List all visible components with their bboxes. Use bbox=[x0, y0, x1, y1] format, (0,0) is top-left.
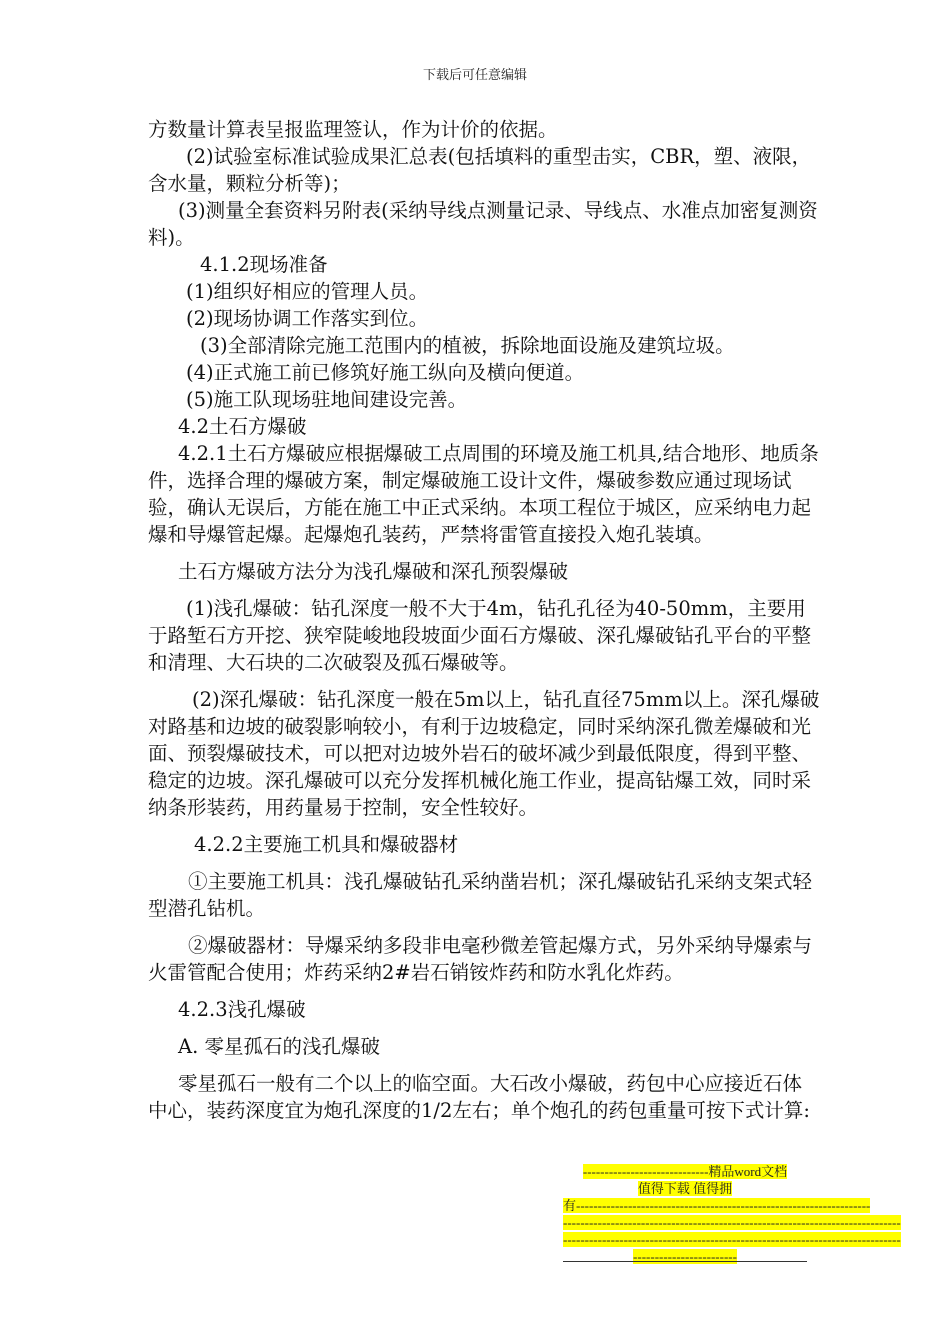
paragraph: 土石方爆破方法分为浅孔爆破和深孔预裂爆破 bbox=[178, 560, 569, 583]
paragraph: (2)试验室标准试验成果汇总表(包括填料的重型击实，CBR，塑、液限，含水量，颗粒分析等)； bbox=[148, 145, 812, 195]
paragraph: A. 零星孤石的浅孔爆破 bbox=[178, 1035, 380, 1058]
note-line-5: ------------------------------------------------------------------------------ bbox=[563, 1232, 901, 1247]
paragraph: 4.1.2现场准备 bbox=[200, 253, 328, 276]
paragraph: ①主要施工机具：浅孔爆破钻孔采纳凿岩机；深孔爆破钻孔采纳支架式轻型潜孔钻机。 bbox=[148, 870, 813, 920]
paragraph: (3)测量全套资料另附表(采纳导线点测量记录、导线点、水准点加密复测资料)。 bbox=[148, 199, 818, 249]
paragraph: 4.2.3浅孔爆破 bbox=[178, 998, 306, 1021]
document-body bbox=[148, 116, 820, 1124]
paragraph: 零星孤石一般有二个以上的临空面。大石改小爆破，药包中心应接近石体中心，装药深度宜为炮孔深度的1/2左右；单个炮孔的药包重量可按下式计算: bbox=[148, 1072, 810, 1122]
footer-rule bbox=[563, 1261, 807, 1262]
paragraph: 4.2土石方爆破 bbox=[178, 415, 307, 438]
paragraph: (4)正式施工前已修筑好施工纵向及横向便道。 bbox=[186, 361, 585, 384]
note-line-6: ------------------------ bbox=[633, 1249, 737, 1264]
paragraph: (1)浅孔爆破：钻孔深度一般不大于4m，钻孔孔径为40-50mm，主要用于路堑石方开挖、狭窄陡峻地段坡面少面石方爆破、深孔爆破钻孔平台的平整和清理、大石块的二次破裂及孤石爆破等。 bbox=[148, 597, 812, 674]
paragraph: (5)施工队现场驻地间建设完善。 bbox=[186, 388, 468, 411]
paragraph: 4.2.1土石方爆破应根据爆破工点周围的环境及施工机具,结合地形、地质条件，选择合理的爆破方案，制定爆破施工设计文件，爆破参数应通过现场试验，确认无误后，方能在施工中正式采纳。本项工程位于城区，应采纳电力起爆和导爆管起爆。起爆炮孔装药，严禁将雷管直接投入炮孔装填。 bbox=[148, 442, 819, 546]
note-line-4: ------------------------------------------------------------------------------ bbox=[563, 1215, 901, 1230]
paragraph: 4.2.2主要施工机具和爆破器材 bbox=[194, 833, 459, 856]
paragraph: (1)组织好相应的管理人员。 bbox=[186, 280, 429, 303]
paragraph: (3)全部清除完施工范围内的植被，拆除地面设施及建筑垃圾。 bbox=[200, 334, 735, 357]
paragraph: 方数量计算表呈报监理签认，作为计价的依据。 bbox=[148, 118, 558, 141]
paragraph: (2)现场协调工作落实到位。 bbox=[186, 307, 429, 330]
watermark-note bbox=[563, 1163, 901, 1265]
paragraph: ②爆破器材：导爆采纳多段非电毫秒微差管起爆方式，另外采纳导爆索与火雷管配合使用；炸药采纳2#岩石销铵炸药和防水乳化炸药。 bbox=[148, 934, 813, 984]
note-line-1: -----------------------------精品word文档 bbox=[582, 1164, 788, 1179]
paragraph: (2)深孔爆破：钻孔深度一般在5m以上，钻孔直径75mm以上。深孔爆破对路基和边坡的破裂影响较小，有利于边坡稳定，同时采纳深孔微差爆破和光面、预裂爆破技术，可以把对边坡外岩石的破坏减少到最低限度，得到平整、稳定的边坡。深孔爆破可以充分发挥机械化施工作业，提高钻爆工效，同时采纳条形装药，用药量易于控制，安全性较好。 bbox=[148, 688, 820, 819]
note-line-3: 有-------------------------------------------------------------------- bbox=[563, 1198, 871, 1213]
note-line-2: 值得下载 值得拥 bbox=[637, 1181, 733, 1196]
page-header: 下载后可任意编辑 bbox=[422, 68, 527, 83]
